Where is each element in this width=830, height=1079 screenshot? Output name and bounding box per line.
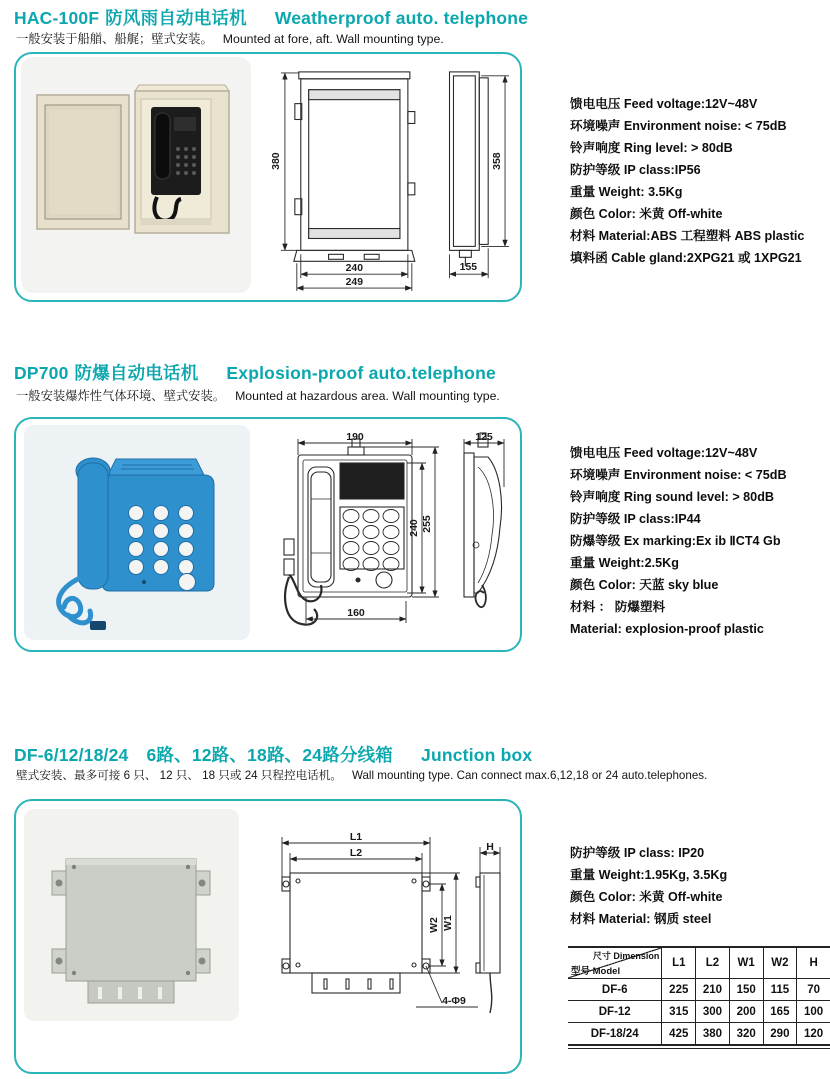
spec-line: 材料 Material: 钢质 steel — [570, 912, 712, 926]
col-header: W1 — [729, 947, 763, 979]
hole-callout: 4-Φ9 — [442, 995, 466, 1007]
value-cell: 290 — [763, 1023, 797, 1046]
spec-line: 环境噪声 Environment noise: < 75dB — [570, 468, 787, 482]
product-model: DF-6/12/18/24 — [14, 745, 129, 765]
section-title — [14, 742, 532, 767]
model-cell: DF-6 — [568, 979, 662, 1001]
table-double-rule — [568, 1048, 830, 1049]
value-cell: 100 — [797, 1001, 830, 1023]
dim-length-outer: L1 — [349, 831, 363, 843]
col-header: H — [797, 947, 830, 979]
dim-side-height: 358 — [492, 152, 504, 170]
spec-line: 重量 Weight:1.95Kg, 3.5Kg — [570, 868, 728, 882]
product-model: DP700 — [14, 363, 69, 383]
title-en: Weatherproof auto. telephone — [274, 8, 529, 28]
spec-line: 重量 Weight: 3.5Kg — [570, 185, 683, 199]
dim-front-width: 190 — [346, 431, 364, 443]
front-view — [294, 72, 415, 261]
subtitle-zh: 一般安装于船艏、船艉；壁式安装。 — [16, 32, 213, 46]
spec-list — [570, 442, 787, 640]
spec-line: 馈电电压 Feed voltage:12V~48V — [570, 446, 758, 460]
value-cell: 320 — [729, 1023, 763, 1046]
spec-line: Material: explosion-proof plastic — [570, 622, 764, 636]
spec-line: 铃声响度 Ring sound level: > 80dB — [570, 490, 774, 504]
spec-line: 防护等级 IP class:IP44 — [570, 512, 701, 526]
title-en: Explosion-proof auto.telephone — [226, 363, 496, 383]
section-hac100f — [0, 0, 830, 350]
section-subtitle — [16, 767, 707, 783]
title-zh: 防风雨自动电话机 — [105, 8, 247, 28]
title-zh: 防爆自动电话机 — [74, 363, 199, 383]
hac100f-dimension-drawing — [268, 60, 518, 293]
spec-line: 馈电电压 Feed voltage:12V~48V — [570, 97, 758, 111]
value-cell: 200 — [729, 1001, 763, 1023]
spec-line: 防爆等级 Ex marking:Ex ib ⅡCT4 Gb — [570, 534, 781, 548]
value-cell: 165 — [763, 1001, 797, 1023]
subtitle-en: Mounted at fore, aft. Wall mounting type. — [222, 32, 444, 46]
section-subtitle — [16, 29, 444, 47]
side-view — [450, 72, 489, 266]
dim-side-depth: 155 — [459, 262, 478, 274]
table-row — [568, 979, 830, 1001]
table-row — [568, 1023, 830, 1046]
col-header: W2 — [763, 947, 797, 979]
front-view — [282, 873, 430, 993]
product-photo-weatherproof-telephone — [20, 57, 252, 293]
handset — [76, 458, 110, 589]
subtitle-zh: 壁式安装、最多可接 6 只、 12 只、 18 只或 24 只程控电话机。 — [16, 769, 342, 782]
section-title — [14, 360, 496, 385]
value-cell: 425 — [662, 1023, 696, 1046]
value-cell: 210 — [696, 979, 730, 1001]
open-lid — [37, 95, 129, 229]
spec-line: 填料函 Cable gland:2XPG21 或 1XPG21 — [570, 251, 802, 265]
box-body — [66, 859, 196, 981]
led-dot — [142, 580, 146, 584]
section-subtitle — [16, 386, 500, 404]
spec-line: 材料 Material:ABS 工程塑料 ABS plastic — [570, 229, 805, 243]
product-photo-explosion-proof-telephone — [24, 425, 250, 640]
junction-box-dimension-drawing — [266, 817, 516, 1037]
dim-front-height: 380 — [270, 152, 282, 170]
value-cell: 300 — [696, 1001, 730, 1023]
spec-list — [570, 842, 727, 930]
dim-side-height: H — [486, 841, 494, 853]
spec-line: 重量 Weight:2.5Kg — [570, 556, 679, 570]
dimension-table — [568, 946, 830, 1049]
spec-line: 材料 ： 防爆塑料 — [570, 600, 666, 614]
table-row — [568, 1001, 830, 1023]
dp700-dimension-drawing — [272, 427, 517, 642]
cord-plug — [90, 621, 106, 630]
model-header-label: 型号 Model — [571, 966, 621, 977]
round-button — [179, 574, 196, 591]
model-cell: DF-12 — [568, 1001, 662, 1023]
side-view — [476, 873, 500, 1013]
value-cell: 225 — [662, 979, 696, 1001]
spec-line: 防护等级 IP class: IP20 — [570, 846, 705, 860]
side-view — [464, 433, 502, 607]
dim-front-bottom: 160 — [347, 607, 365, 619]
col-header: L2 — [696, 947, 730, 979]
table-header-row — [568, 947, 830, 979]
value-cell: 120 — [797, 1023, 830, 1046]
dim-width-outer: W1 — [442, 915, 454, 931]
spec-line: 铃声响度 Ring level: > 80dB — [570, 141, 733, 155]
dim-width-inner: W2 — [428, 917, 440, 933]
subtitle-en: Wall mounting type. Can connect max.6,12,18 or 24 auto.telephones. — [351, 769, 708, 782]
dim-front-width-outer: 249 — [345, 277, 364, 289]
product-panel — [14, 799, 522, 1074]
product-panel — [14, 52, 522, 302]
subtitle-zh: 一般安装爆炸性气体环境、壁式安装。 — [16, 389, 226, 403]
dimension-header-label: 尺寸 Dimension — [592, 951, 660, 961]
spec-list — [570, 93, 804, 269]
table-corner-cell — [568, 947, 662, 979]
product-model: HAC-100F — [14, 8, 100, 28]
spec-line: 环境噪声 Environment noise: < 75dB — [570, 119, 787, 133]
dim-side-width: 125 — [475, 431, 493, 443]
dim-front-height-inner: 240 — [408, 519, 420, 537]
subtitle-en: Mounted at hazardous area. Wall mounting type. — [235, 389, 500, 403]
value-cell: 380 — [696, 1023, 730, 1046]
value-cell: 115 — [763, 979, 797, 1001]
front-view — [284, 439, 412, 625]
spec-line: 颜色 Color: 米黄 Off-white — [570, 207, 723, 221]
product-photo-junction-box — [24, 809, 239, 1021]
section-df-junction-box — [0, 737, 830, 1079]
section-dp700 — [0, 355, 830, 655]
dim-length-inner: L2 — [349, 847, 363, 859]
dim-front-height-outer: 255 — [421, 515, 433, 533]
value-cell: 150 — [729, 979, 763, 1001]
col-header: L1 — [662, 947, 696, 979]
title-zh: 6路、12路、18路、24路分线箱 — [146, 745, 394, 765]
title-en: Junction box — [421, 745, 533, 765]
wall-box — [135, 85, 229, 233]
model-cell: DF-18/24 — [568, 1023, 662, 1046]
dim-front-width: 240 — [345, 263, 364, 275]
spec-line: 颜色 Color: 天蓝 sky blue — [570, 578, 719, 592]
product-panel — [14, 417, 522, 652]
section-title — [14, 5, 528, 30]
dimension-table-grid — [568, 946, 830, 1046]
value-cell: 70 — [797, 979, 830, 1001]
value-cell: 315 — [662, 1001, 696, 1023]
spec-line: 防护等级 IP class:IP56 — [570, 163, 701, 177]
spec-line: 颜色 Color: 米黄 Off-white — [570, 890, 723, 904]
